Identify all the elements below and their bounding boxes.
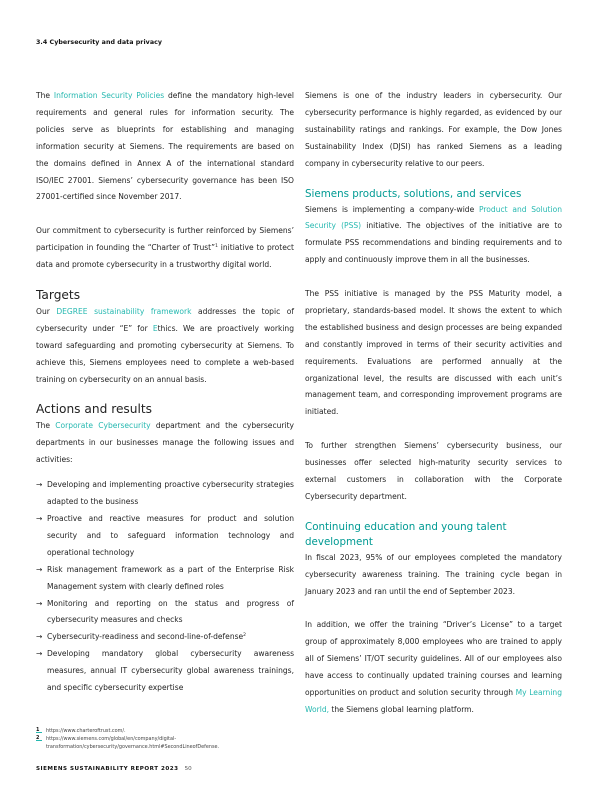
actions-list xyxy=(36,477,294,697)
section-label: 3.4 Cybersecurity and data privacy xyxy=(36,39,163,46)
list-item: → Developing and implementing proactive cybersecurity strategies adapted to the business xyxy=(36,477,294,511)
footnote-number: 1 xyxy=(36,727,42,733)
footnote-ref-2[interactable]: 2 xyxy=(243,633,247,639)
products-heading: Siemens products, solutions, and services xyxy=(305,187,522,200)
arrow-right-icon: → xyxy=(36,564,43,574)
actions-paragraph: The Corporate Cybersecurity department and the cybersecurity departments in our businesses manage the following issues and activities: xyxy=(36,421,295,465)
degree-framework-link[interactable]: DEGREE sustainability framework xyxy=(56,306,192,316)
arrow-right-icon: → xyxy=(36,632,43,642)
my-learning-world-link[interactable]: My Learning World, xyxy=(305,688,562,714)
list-item: → Monitoring and reporting on the status and progress of cybersecurity measures and checks xyxy=(36,596,294,630)
intro-paragraph: The Information Security Policies define the mandatory high-level requirements and general rules for information security. The policies serve as blueprints for establishing and managing information security at Siemens. The requirements are based on the domains defined in Annex A of the international standard ISO/IEC 27001. Siemens’ cybersecurity governance has been ISO 27001-certified since November 2017. xyxy=(36,91,294,202)
arrow-right-icon: → xyxy=(36,598,43,608)
actions-heading: Actions and results xyxy=(36,402,153,417)
leaders-paragraph: Siemens is one of the industry leaders in cybersecurity. Our cybersecurity performance is highly regarded, as evidenced by our sustainability ratings and rankings. For example, the Dow Jones Sustainability Index (DJSI) has ranked Siemens as a leading company in cybersecurity relative to our peers. xyxy=(305,91,562,168)
ethics-e-letter: E xyxy=(152,323,158,333)
footnote-number: 2 xyxy=(36,735,42,741)
arrow-right-icon: → xyxy=(36,649,43,659)
footnote-url[interactable]: https://www.charteroftrust.com/. xyxy=(46,728,126,734)
targets-heading: Targets xyxy=(36,287,81,302)
list-item: → Proactive and reactive measures for product and solution security and to safeguard information technology and operational technology xyxy=(36,511,294,562)
list-item: → Cybersecurity-readiness and second-line-of-defense$^2$ xyxy=(36,629,294,646)
targets-paragraph: Our DEGREE sustainability framework addresses the topic of cybersecurity under “E” for Ethics. We are proactively working toward safeguarding and promoting cybersecurity at Siemens. To achieve this, Siemens employees need to complete a web-based training on cybersecurity on an annual basis. xyxy=(36,306,295,384)
right-column xyxy=(305,88,562,719)
corporate-cybersecurity-link[interactable]: Corporate Cybersecurity xyxy=(55,421,151,431)
information-security-policies-link[interactable]: Information Security Policies xyxy=(53,91,165,100)
report-title: SIEMENS SUSTAINABILITY REPORT 2023 xyxy=(36,766,179,772)
pss-link[interactable]: Product and Solution Security (PSS) xyxy=(305,204,562,231)
commitment-paragraph: Our commitment to cybersecurity is further reinforced by Siemens’ participation in founding the “Charter of Trust”$^1$ initiative to protect data and promote cybersecurity in a trustworthy digital world. xyxy=(36,226,294,270)
products-paragraph: Siemens is implementing a company-wide Product and Solution Security (PSS) initiative. The objectives of the initiative are to formulate PSS recommendations and binding requirements and to apply and continuously improve them in all the businesses. xyxy=(305,204,562,265)
footnotes xyxy=(36,727,306,751)
footnote-2 xyxy=(36,735,306,751)
pss-model-paragraph: The PSS initiative is managed by the PSS Maturity model, a proprietary, standards-based model. It shows the extent to which the established business and design processes are being expanded and constantly improved in terms of their security activities and requirements. Evaluations are performed annually at the organizational level, the results are discussed with each unit’s management team, and corresponding improvement programs are initiated. xyxy=(305,289,562,417)
page-footer xyxy=(36,766,192,772)
footnote-1 xyxy=(36,727,306,735)
education-heading: Continuing education and young talent development xyxy=(305,520,507,548)
footnote-url[interactable]: https://www.siemens.com/global/en/company/digital-transformation/cybersecurity/governance.html#SecondLineofDefense. xyxy=(46,736,220,750)
education-paragraph-2: In addition, we offer the training “Driver’s License” to a target group of approximately 8,000 employees who are trained to apply all of Siemens’ IT/OT security guidelines. All of our employees also have access to continually updated training courses and learning opportunities on product and solution security through My Learning World, the Siemens global learning platform. xyxy=(305,620,562,714)
page-number: 50 xyxy=(184,766,192,772)
arrow-right-icon: → xyxy=(36,514,43,524)
strengthen-paragraph: To further strengthen Siemens’ cybersecurity business, our businesses offer selected high-maturity security services to external customers in collaboration with the Corporate Cybersecurity department. xyxy=(305,441,562,501)
left-column xyxy=(36,88,294,697)
arrow-right-icon: → xyxy=(36,480,43,490)
education-paragraph-1: In fiscal 2023, 95% of our employees completed the mandatory cybersecurity awareness training. The training cycle began in January 2023 and ran until the end of September 2023. xyxy=(305,552,562,596)
list-item: → Risk management framework as a part of the Enterprise Risk Management system with clearly defined roles xyxy=(36,562,294,596)
list-item: → Developing mandatory global cybersecurity awareness measures, annual IT cybersecurity global awareness trainings, and specific cybersecurity expertise xyxy=(36,646,294,697)
footnote-ref-1[interactable]: 1 xyxy=(215,244,218,250)
